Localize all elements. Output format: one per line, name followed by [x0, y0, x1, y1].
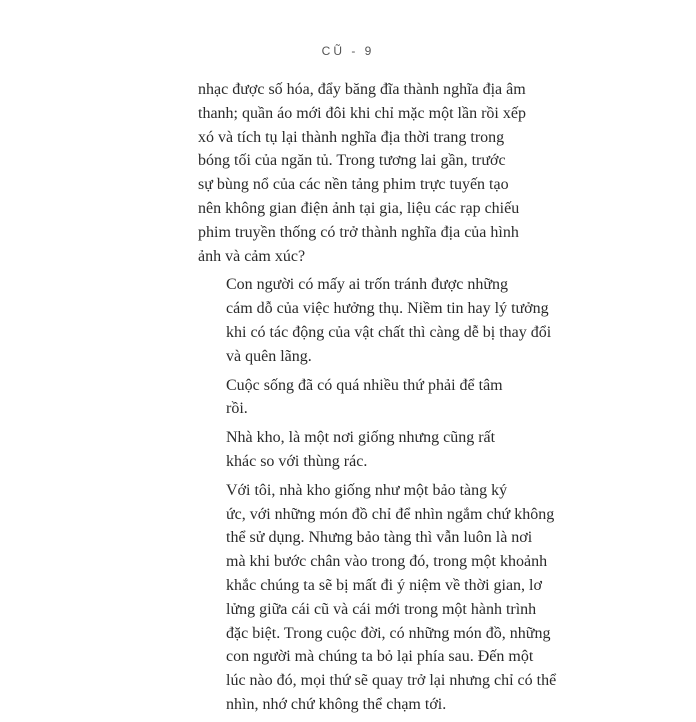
- paragraph: [198, 426, 504, 474]
- text-line: khắc chúng ta sẽ bị mất đi ý niệm về thời gian, lơ: [226, 576, 542, 594]
- text-line: phim truyền thống có trở thành nghĩa địa của hình: [198, 223, 519, 241]
- paragraph: [198, 78, 526, 268]
- text-line: lúc nào đó, mọi thứ sẽ quay trở lại nhưng chỉ có thể: [226, 672, 557, 690]
- paragraph: [198, 374, 504, 422]
- text-line: thanh; quần áo mới đôi khi chỉ mặc một lần rồi xếp: [198, 104, 526, 122]
- paragraph: [198, 273, 552, 368]
- text-line: ức, với những món đồ chỉ để nhìn ngắm chứ không: [226, 505, 555, 523]
- text-line: nhạc được số hóa, đẩy băng đĩa thành nghĩa địa âm: [198, 81, 526, 98]
- text-line: Với tôi, nhà kho giống như một bảo tàng ký: [226, 481, 508, 499]
- text-line: ảnh và cảm xúc?: [198, 247, 306, 265]
- text-line: con người mà chúng ta bỏ lại phía sau. Đến một: [226, 648, 534, 666]
- text-line: mà khi bước chân vào trong đó, trong một khoảnh: [226, 553, 548, 571]
- text-line: Cuộc sống đã có quá nhiều thứ phải để tâm: [226, 376, 503, 394]
- text-line: xó và tích tụ lại thành nghĩa địa thời trang trong: [198, 128, 505, 146]
- text-line: khác so với thùng rác.: [226, 452, 368, 470]
- text-line: thể sử dụng. Nhưng bảo tàng thì vẫn luôn là nơi: [226, 529, 533, 547]
- text-line: nhìn, nhớ chứ không thể chạm tới.: [226, 695, 447, 713]
- text-line: và quên lãng.: [226, 347, 312, 365]
- paragraph: [198, 479, 557, 717]
- text-line: Nhà kho, là một nơi giống nhưng cũng rất: [226, 429, 496, 447]
- text-line: lửng giữa cái cũ và cái mới trong một hành trình: [226, 600, 537, 618]
- text-line: đặc biệt. Trong cuộc đời, có những món đồ, những: [226, 624, 551, 642]
- text-line: khi có tác động của vật chất thì càng dễ bị thay đổi: [226, 323, 552, 341]
- text-line: rồi.: [226, 400, 248, 418]
- text-line: Con người có mấy ai trốn tránh được những: [226, 276, 508, 294]
- running-head: CŨ - 9: [321, 44, 375, 58]
- body-text: [198, 78, 557, 722]
- text-line: sự bùng nổ của các nền tảng phim trực tuyến tạo: [198, 176, 509, 194]
- text-line: bóng tối của ngăn tủ. Trong tương lai gần, trước: [198, 152, 506, 170]
- text-line: nên không gian điện ảnh tại gia, liệu các rạp chiếu: [198, 199, 520, 217]
- text-line: cám dỗ của việc hưởng thụ. Niềm tin hay lý tưởng: [226, 300, 549, 318]
